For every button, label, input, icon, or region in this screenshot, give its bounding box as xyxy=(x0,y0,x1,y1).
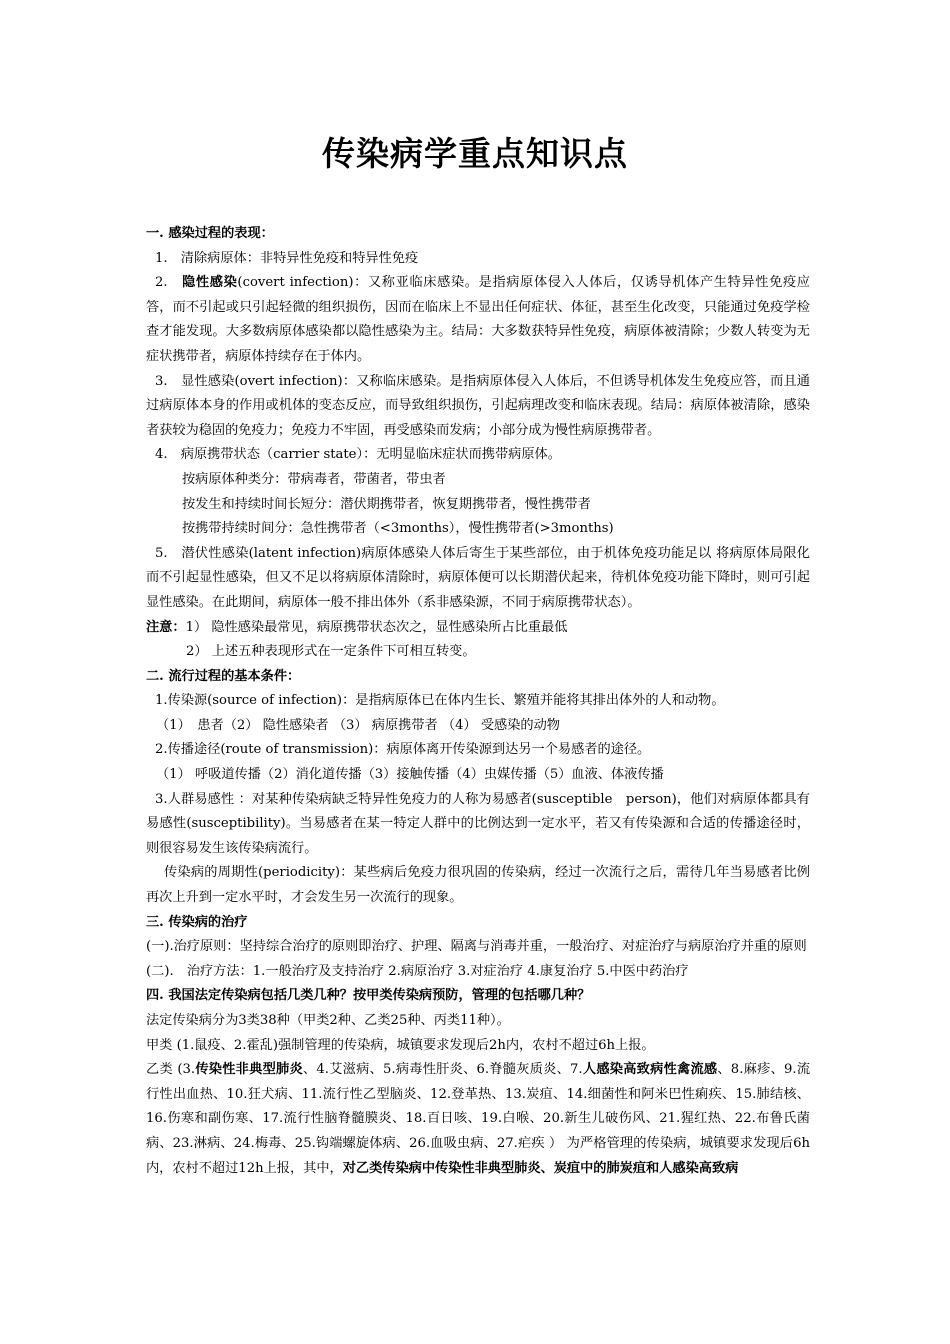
paragraph: 3.人群易感性 ：对某种传染病缺乏特异性免疫力的人称为易感者(susceptible person)，他们对病原体都具有易感性(susceptibility)。当易感者在某一特定人群中的比例达到一定水平，若又有传染源和合适的传播途径时，则很容易发生该传染病流行。 xyxy=(146,791,810,856)
note-line xyxy=(146,616,810,641)
note-text: 1） 隐性感染最常见，病原携带状态次之，显性感染所占比重最低 xyxy=(185,619,568,635)
bold-term: 传染性非典型肺炎 xyxy=(195,1062,303,1078)
bold-term: 对乙类传染病中传染性非典型肺炎、炭疽中的肺炭疽和人感染高致病 xyxy=(342,1160,739,1176)
paragraph: 法定传染病分为3类38种（甲类2种、乙类25种、丙类11种）。 xyxy=(146,1013,510,1028)
paragraph-text: 、8.麻疹、9.流行性出血热、10.狂犬病、11.流行性乙型脑炎、12.登革热、13.炭疽、14.细菌性和阿米巴性痢疾、15.肺结核、16.伤寒和副伤寒、17.流行性脑脊髓膜炎、18.百日咳、19.白喉、20.新生儿破伤风、21.猩红热、22.布鲁氏菌病、23.淋病、24.梅毒、25.钩端螺旋体病、26.血吸虫病、27.疟疾 ） 为严格管理的传染病，城镇要求发现后6h内，农村不超过12h上报，其中， xyxy=(146,1062,811,1176)
sub-item: （1） 呼吸道传播（2）消化道传播（3）接触传播（4）虫媒传播（5）血液、体液传播 xyxy=(156,767,664,783)
paragraph: 甲类 (1.鼠疫、2.霍乱)强制管理的传染病，城镇要求发现后2h内，农村不超过6h上报。 xyxy=(146,1037,655,1053)
section-heading-2: 二. 流行过程的基本条件： xyxy=(146,668,301,684)
list-number: 2. xyxy=(155,275,183,291)
sub-item: 按病原体种类分：带病毒者，带菌者，带虫者 xyxy=(182,471,446,487)
note-label: 注意： xyxy=(146,619,186,635)
paragraph xyxy=(146,271,810,369)
paragraph-text: 乙类 (3. xyxy=(146,1062,196,1078)
bold-term: 隐性感染 xyxy=(182,275,238,291)
bold-term: 人感染高致病性禽流感 xyxy=(582,1062,718,1078)
paragraph: (一).治疗原则：坚持综合治疗的原则即治疗、护理、隔离与消毒并重，一般治疗、对症治疗与病原治疗并重的原则 xyxy=(146,939,807,955)
paragraph xyxy=(146,1058,810,1181)
document-body xyxy=(146,222,810,1181)
note-line: 2） 上述五种表现形式在一定条件下可相互转变。 xyxy=(186,644,476,660)
paragraph: 3. 显性感染(overt infection)：又称临床感染。是指病原体侵入人体后，不但诱导机体发生免疫应答，而且通过病原体本身的作用或机体的变态反应，而导致组织损伤，引起病理改变和临床表现。结局：病原体被清除，感染者获较为稳固的免疫力；免疫力不牢固，再受感染而发病；小部分成为慢性病原携带者。 xyxy=(146,373,810,438)
section-heading-3: 三. 传染病的治疗 xyxy=(146,914,248,930)
paragraph: 5. 潜伏性感染(latent infection)病原体感染人体后寄生于某些部位，由于机体免疫功能足以 将病原体局限化而不引起显性感染，但又不足以将病原体清除时，病原体便可以长期潜伏起来，待机体免疫功能下降时，则可引起显性感染。在此期间，病原体一般不排出体外（系非感染源，不同于病原携带状态）。 xyxy=(146,545,810,610)
paragraph: (二). 治疗方法：1.一般治疗及支持治疗 2.病原治疗 3.对症治疗 4.康复治疗 5.中医中药治疗 xyxy=(146,963,689,979)
page-title: 传染病学重点知识点 xyxy=(322,134,628,173)
sub-item: （1） 患者（2） 隐性感染者 （3） 病原携带者 （4） 受感染的动物 xyxy=(156,717,560,733)
paragraph: 2.传播途径(route of transmission)：病原体离开传染源到达另一个易感者的途径。 xyxy=(155,742,651,758)
paragraph-text: (covert infection)：又称亚临床感染。是指病原体侵入人体后，仅诱导机体产生特异性免疫应答，而不引起或只引起轻微的组织损伤，因而在临床上不显出任何症状、体征，甚至生化改变，只能通过免疫学检查才能发现。大多数病原体感染都以隐性感染为主。结局：大多数获特异性免疫，病原体被清除；少数人转变为无症状携带者，病原体持续存在于体内。 xyxy=(146,275,810,364)
section-heading-1: 一. 感染过程的表现： xyxy=(146,226,274,241)
paragraph: 4. 病原携带状态（carrier state）：无明显临床症状而携带病原体。 xyxy=(155,447,561,463)
paragraph-text: 、4.艾滋病、5.病毒性肝炎、6.脊髓灰质炎、7. xyxy=(302,1062,583,1078)
paragraph: 1. 清除病原体：非特异性免疫和特异性免疫 xyxy=(155,250,419,266)
section-heading-4: 四. 我国法定传染病包括几类几种？按甲类传染病预防，管理的包括哪几种？ xyxy=(146,988,591,1004)
paragraph: 1.传染源(source of infection)：是指病原体已在体内生长、繁殖并能将其排出体外的人和动物。 xyxy=(155,693,725,709)
sub-item: 按发生和持续时间长短分：潜伏期携带者，恢复期携带者，慢性携带者 xyxy=(182,496,591,512)
sub-item: 按携带持续时间分：急性携带者（<3months），慢性携带者(>3months) xyxy=(182,521,614,537)
paragraph: 传染病的周期性(periodicity)：某些病后免疫力很巩固的传染病，经过一次流行之后，需待几年当易感者比例再次上升到一定水平时，才会发生另一次流行的现象。 xyxy=(146,865,810,906)
